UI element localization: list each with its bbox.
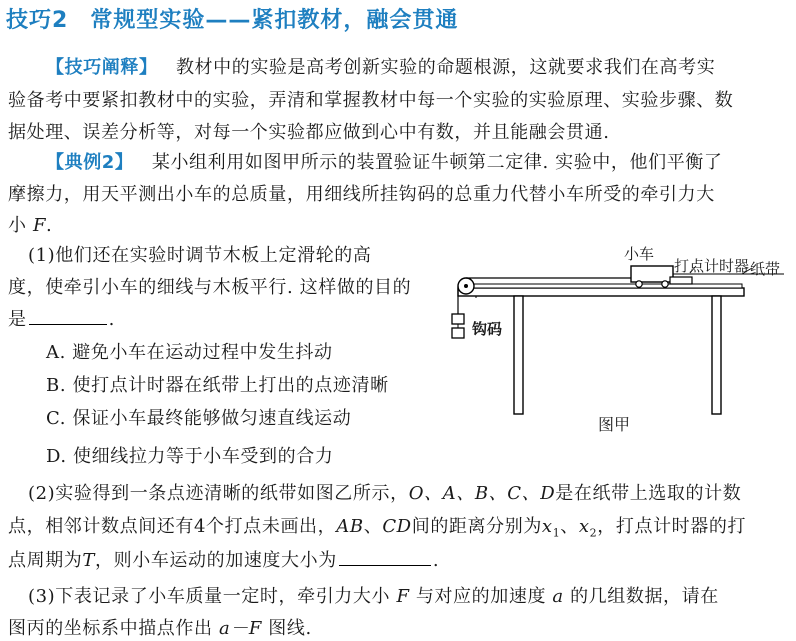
label-cart: 小车 xyxy=(624,245,655,263)
weight-2 xyxy=(452,328,464,338)
cart-wheel-right xyxy=(662,281,668,287)
q1-option-b: B. 使打点计时器在纸带上打出的点迹清晰 xyxy=(46,375,389,396)
table-top xyxy=(458,288,744,296)
section-header xyxy=(6,2,458,34)
q1-line-2: 度，使牵引小车的细线与木板平行. 这样做的目的 xyxy=(8,277,412,298)
cart-body xyxy=(631,266,673,282)
timer-box xyxy=(670,277,692,284)
q2-line-3: 点周期为T，则小车运动的加速度大小为 . xyxy=(8,550,440,571)
q2-line-2: 点，相邻计数点间还有4个打点未画出，AB、CD间的距离分别为$x_1$、$x_2$，打点计时器的打 xyxy=(8,516,747,540)
table-leg-left xyxy=(514,296,523,414)
explain-line-2: 验备考中要紧扣教材中的实验，弄清和掌握教材中每一个实验的实验原理、实验步骤、数 xyxy=(8,90,734,111)
label-tape: 纸带 xyxy=(750,260,781,278)
explain-text-1: 教材中的实验是高考创新实验的命题根源，这就要求我们在高考实 xyxy=(175,57,716,78)
example-tag: 【典例2】 xyxy=(46,152,134,173)
explain-tag: 【技巧阐释】 xyxy=(46,57,158,78)
figure-apparatus xyxy=(446,244,792,440)
q3-line-1: (3)下表记录了小车质量一定时，牵引力大小 F 与对应的加速度 a 的几组数据，请在 xyxy=(28,586,719,607)
q1-option-a: A. 避免小车在运动过程中发生抖动 xyxy=(46,342,333,363)
wooden-board xyxy=(474,284,742,288)
technique-label: 技巧2 xyxy=(6,7,69,33)
answer-blank-2[interactable] xyxy=(339,549,431,566)
example-text-1: 某小组利用如图甲所示的装置验证牛顿第二定律. 实验中，他们平衡了 xyxy=(151,152,723,173)
q1-option-c: C. 保证小车最终能够做匀速直线运动 xyxy=(46,408,352,429)
example-line-3: 小 F. xyxy=(8,215,53,236)
technique-title: 常规型实验——紧扣教材，融会贯通 xyxy=(90,7,459,33)
q1-option-d: D. 使细线拉力等于小车受到的合力 xyxy=(46,446,334,467)
q3-line-2: 图丙的坐标系中描点作出 a－F 图线. xyxy=(8,618,312,639)
label-timer: 打点计时器 xyxy=(674,257,750,275)
answer-blank-1[interactable] xyxy=(29,308,107,325)
cart-wheel-left xyxy=(636,281,642,287)
q1-line-1: (1)他们还在实验时调节木板上定滑轮的高 xyxy=(28,245,372,266)
q2-line-1: (2)实验得到一条点迹清晰的纸带如图乙所示，O、A、B、C、D是在纸带上选取的计数 xyxy=(28,483,742,504)
example-line-2: 摩擦力，用天平测出小车的总质量，用细线所挂钩码的总重力代替小车所受的牵引力大 xyxy=(8,184,715,205)
explain-line-3: 据处理、误差分析等，对每一个实验都应做到心中有数，并且能融会贯通. xyxy=(8,122,610,143)
example-line-1 xyxy=(46,148,723,174)
table-leg-right xyxy=(712,296,721,414)
explain-line-1 xyxy=(46,53,715,79)
label-weights: 钩码 xyxy=(472,320,503,338)
weight-1 xyxy=(452,314,464,324)
figure-caption: 图甲 xyxy=(598,415,631,434)
q1-line-3: 是 . xyxy=(8,309,115,330)
